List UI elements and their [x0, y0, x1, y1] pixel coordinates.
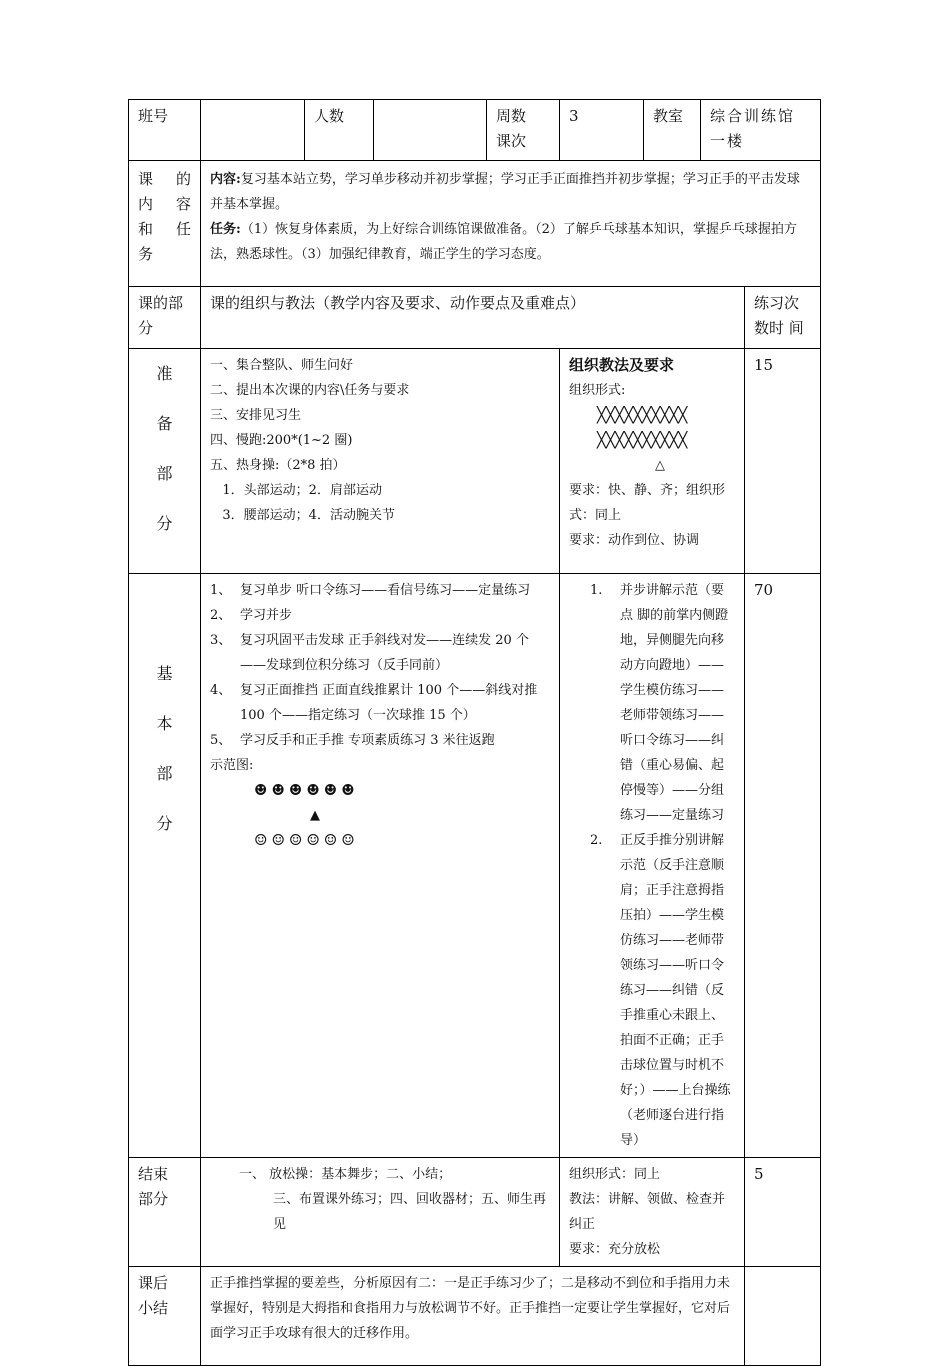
lesson-plan-table: [128, 99, 821, 1366]
basic-item: 2、 学习并步: [210, 608, 293, 623]
task-paragraph: 任务:（1）恢复身体素质，为上好综合训练馆课做准备。（2）了解乒乓球基本知识，掌握乒乓球握拍方法，熟悉球性。（3）加强纪律教育，端正学生的学习态度。: [210, 222, 797, 262]
basic-item: 4、 复习正面推挡 正面直线推累计 100 个——斜线对推 100 个——指定练习（一次球推 15 个）: [210, 683, 538, 723]
content-row: [129, 161, 821, 287]
ending-time: 5: [745, 1158, 821, 1267]
basic-item: 5、 学习反手和正手推 专项素质练习 3 米往返跑: [210, 733, 495, 748]
count-value: [374, 100, 487, 161]
summary-row: [129, 1267, 821, 1366]
prep-row: [129, 349, 821, 574]
time-label: 练习次 数时 间: [745, 287, 821, 349]
basic-row: [129, 574, 821, 1158]
teacher-triangle-icon: ▲: [310, 808, 320, 823]
teacher-triangle-icon: △: [655, 458, 665, 473]
header-row: [129, 100, 821, 161]
ending-content: 一、 放松操：基本舞步；二、小结； 三、布置课外练习；四、回收器材；五、师生再见: [201, 1158, 560, 1267]
basic-time: 70: [745, 574, 821, 1158]
week-value: 3: [560, 100, 644, 161]
basic-item: 3、 复习巩固平击发球 正手斜线对发——连续发 20 个——发球到位积分练习（反手同前）: [210, 633, 529, 673]
week-label: [487, 100, 560, 161]
summary-empty-cell: [745, 1267, 821, 1366]
method-item: 1. 并步讲解示范（要点 脚的前掌内侧蹬地，异侧腿先向移动方向蹬地）——学生模仿练习——老师带领练习——听口令练习——纠错（重心易偏、起停慢等）——分组练习——定量练习: [590, 583, 729, 823]
method-title: 组织教法及要求: [569, 356, 675, 374]
part-label: 课的部分: [129, 287, 201, 349]
content-and-tasks: [201, 161, 821, 287]
basic-method: [560, 574, 745, 1158]
column-header-row: [129, 287, 821, 349]
basic-item: 1、 复习单步 听口令练习——看信号练习——定量练习: [210, 583, 531, 598]
prep-content: 一、集合整队、师生问好 二、提出本次课的内容\任务与要求 三、安排见习生 四、慢跑:200*(1~2 圈) 五、热身操:（2*8 拍） 1．头部运动；2．肩部运动 3．腰部运动；4．活动腕关节: [201, 349, 560, 574]
lesson-plan-sheet: [128, 99, 820, 1366]
ending-method: 组织形式：同上 教法：讲解、领做、检查并纠正 要求：充分放松: [560, 1158, 745, 1267]
ending-row: [129, 1158, 821, 1267]
count-label: 人数: [305, 100, 374, 161]
basic-content: [201, 574, 560, 1158]
dark-face-icons: ☻☻☻☻☻☻: [254, 781, 359, 799]
week-label-line-1: 周数: [496, 107, 527, 125]
class-label: 班号: [129, 100, 201, 161]
content-paragraph: 内容:复习基本站立势，学习单步移动并初步掌握；学习正手正面推挡并初步掌握；学习正手的平击发球并基本掌握。: [210, 172, 800, 212]
room-value: 综合训练馆一楼: [701, 100, 821, 161]
org-label: 课的组织与教法（教学内容及要求、动作要点及重难点）: [201, 287, 745, 349]
ending-section-label: 结束 部分: [129, 1158, 201, 1267]
prep-method: 组织教法及要求 组织形式: ╳╳╳╳╳╳╳╳╳╳ ╳╳╳╳╳╳╳╳╳╳ △ 要求：快、静、齐；组织形式：同上 要求：动作到位、协调: [560, 349, 745, 574]
light-face-icons: ☺☺☺☺☺☺: [254, 831, 359, 849]
room-label: 教室: [644, 100, 701, 161]
summary-section-label: 课后 小结: [129, 1267, 201, 1366]
prep-time: 15: [745, 349, 821, 574]
method-item: 2. 正反手推分别讲解示范（反手注意顺肩；正手注意拇指压拍）——学生模仿练习——老师带领练习——听口令练习——纠错（反手推重心未跟上、拍面不正确；正手击球位置与时机不好；）——上台操练（老师逐台进行指导）: [590, 833, 731, 1148]
demo-label: 示范图:: [210, 758, 254, 773]
basic-section-label: 基 本 部 分: [129, 574, 201, 1158]
week-label-line-2: 课次: [496, 132, 527, 150]
prep-section-label: 准 备 部 分: [129, 349, 201, 574]
class-value: [201, 100, 305, 161]
student-formation-row-1: ╳╳╳╳╳╳╳╳╳╳: [597, 406, 688, 424]
summary-text: 正手推挡掌握的要差些，分析原因有二：一是正手练习少了；二是移动不到位和手指用力未掌握好，特别是大拇指和食指用力与放松调节不好。正手推挡一定要让学生掌握好，它对后面学习正手攻球有很大的迁移作用。: [201, 1267, 745, 1366]
student-formation-row-2: ╳╳╳╳╳╳╳╳╳╳: [597, 431, 688, 449]
content-section-label: 课 的 内 容 和 任 务: [129, 161, 201, 287]
